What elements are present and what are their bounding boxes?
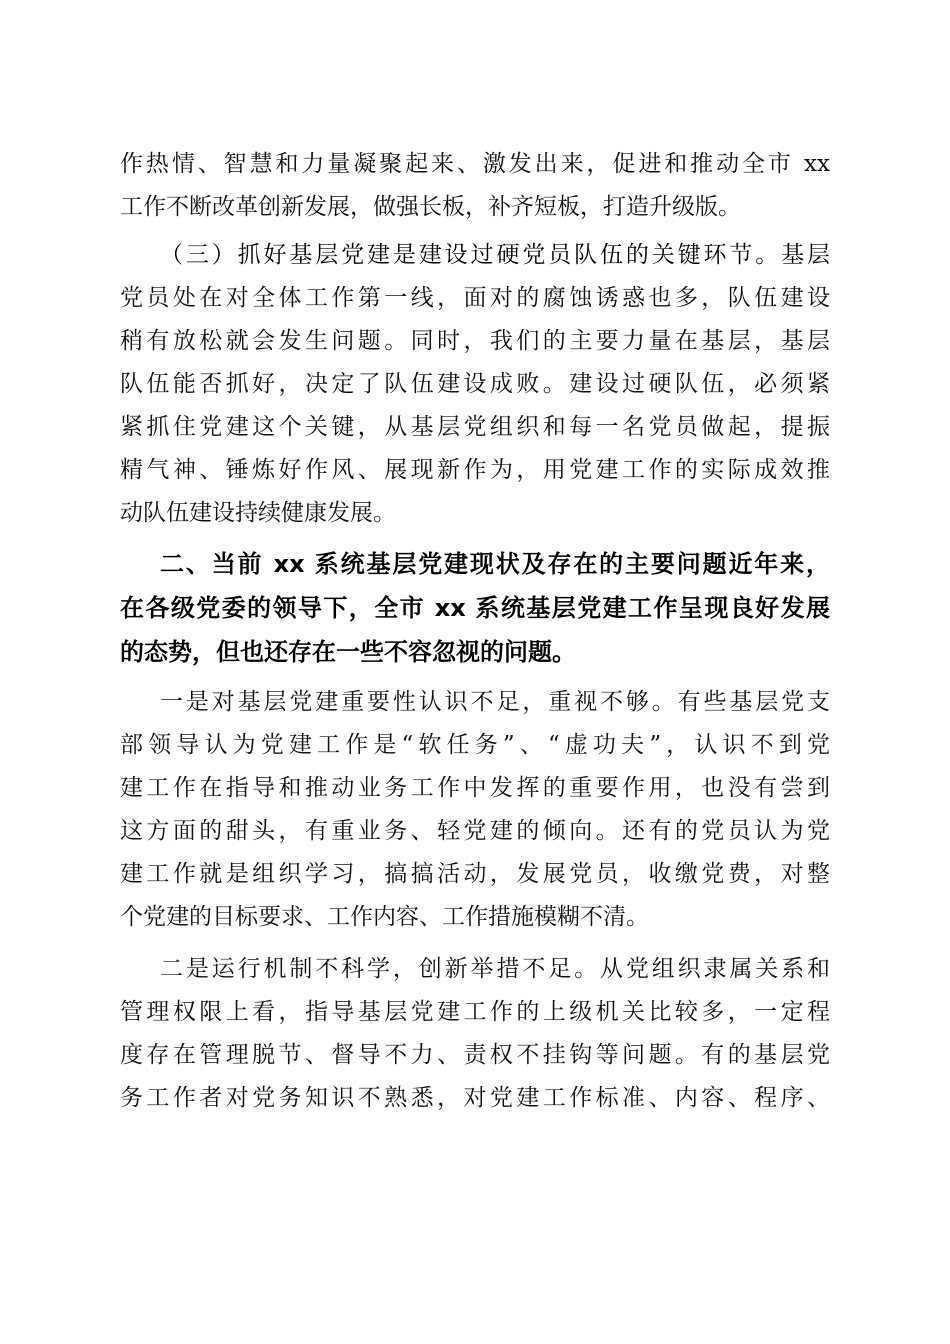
- text-line: 作热情、智慧和力量凝聚起来、激发出来，促进和推动全市 xx: [120, 151, 830, 177]
- text-line: 稍有放松就会发生问题。同时，我们的主要力量在基层，基层: [120, 328, 830, 354]
- text-line: 精气神、锤炼好作风、展现新作为，用党建工作的实际成效推: [120, 457, 830, 483]
- section-heading: 二、当前 xx 系统基层党建现状及存在的主要问题近年来，: [160, 550, 830, 578]
- text-line: 队伍能否抓好，决定了队伍建设成败。建设过硬队伍，必须紧: [120, 371, 830, 397]
- text-line: 建工作就是组织学习，搞搞活动，发展党员，收缴党费，对整: [120, 861, 830, 887]
- text-line: 务工作者对党务知识不熟悉，对党建工作标准、内容、程序、: [120, 1085, 830, 1111]
- section-heading: 的态势，但也还存在一些不容忽视的问题。: [120, 638, 576, 666]
- text-line: 一是对基层党建重要性认识不足，重视不够。有些基层党支: [160, 689, 830, 715]
- text-line: 动队伍建设持续健康发展。: [120, 500, 396, 526]
- section-heading-line: （三）抓好基层党建是建设过硬党员队伍的关键环节。基层: [160, 242, 830, 268]
- text-line: 紧抓住党建这个关键，从基层党组织和每一名党员做起，提振: [120, 414, 830, 440]
- text-line: 个党建的目标要求、工作内容、工作措施模糊不清。: [120, 904, 649, 930]
- text-line: 部领导认为党建工作是“软任务”、“虚功夫”，认识不到党: [120, 732, 830, 758]
- text-line: 管理权限上看，指导基层党建工作的上级机关比较多，一定程: [120, 999, 830, 1025]
- text-line: 二是运行机制不科学，创新举措不足。从党组织隶属关系和: [160, 956, 830, 982]
- section-heading: 在各级党委的领导下，全市 xx 系统基层党建工作呈现良好发展: [120, 594, 830, 622]
- text-line: 度存在管理脱节、督导不力、责权不挂钩等问题。有的基层党: [120, 1042, 830, 1068]
- text-line: 工作不断改革创新发展，做强长板，补齐短板，打造升级版。: [120, 194, 741, 220]
- text-line: 党员处在对全体工作第一线，面对的腐蚀诱惑也多，队伍建设: [120, 285, 830, 311]
- text-line: 建工作在指导和推动业务工作中发挥的重要作用，也没有尝到: [120, 775, 830, 801]
- text-line: 这方面的甜头，有重业务、轻党建的倾向。还有的党员认为党: [120, 818, 830, 844]
